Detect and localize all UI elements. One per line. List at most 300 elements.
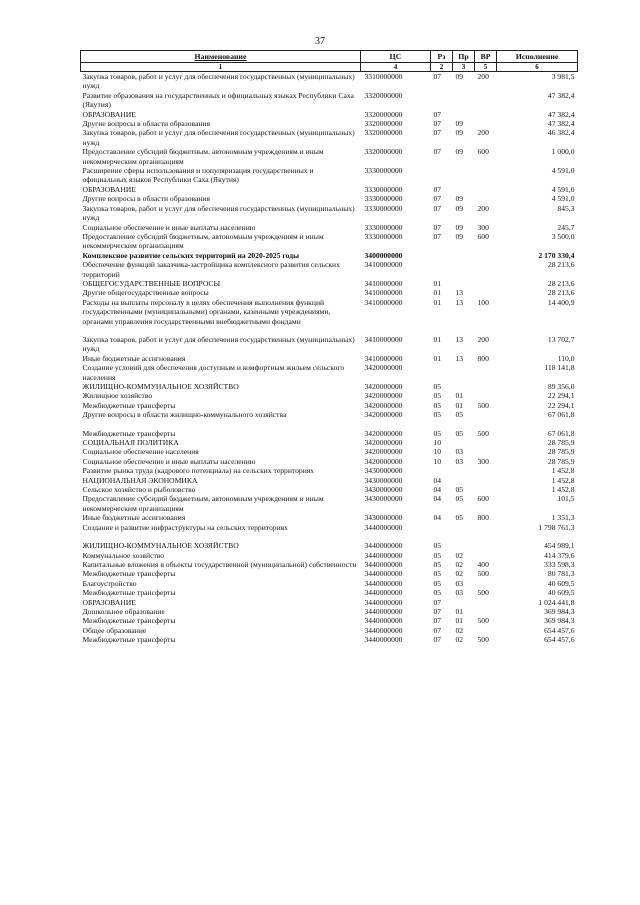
column-header-rz: Рз bbox=[431, 51, 453, 63]
row-name: Социальное обеспечение и иные выплаты населению bbox=[82, 456, 256, 466]
table-row bbox=[81, 382, 578, 391]
row-pr-code: 09 bbox=[455, 119, 464, 129]
row-rz-code: 05 bbox=[433, 588, 442, 598]
row-pr-code bbox=[453, 532, 475, 550]
row-cs-code: 3430000000 bbox=[364, 513, 403, 523]
row-value: 2 170 330,4 bbox=[538, 250, 575, 260]
row-vr-code bbox=[475, 288, 497, 297]
row-cs-code: 3420000000 bbox=[364, 438, 403, 448]
row-value: 22 294,1 bbox=[547, 391, 575, 401]
table-row bbox=[81, 420, 578, 438]
row-pr-code bbox=[453, 438, 475, 447]
row-value: 47 382,4 bbox=[547, 119, 575, 129]
row-name: Иные бюджетные ассигнования bbox=[82, 353, 186, 363]
row-vr-code bbox=[475, 251, 497, 260]
row-rz-code: 07 bbox=[433, 119, 442, 129]
row-vr-code bbox=[475, 119, 497, 128]
row-vr-code bbox=[475, 579, 497, 588]
row-vr-code: 200 bbox=[477, 334, 489, 344]
row-rz-code: 07 bbox=[433, 203, 442, 213]
row-value: 369 984,3 bbox=[544, 616, 575, 626]
row-rz-code: 07 bbox=[433, 194, 442, 204]
row-cs-code: 3430000000 bbox=[364, 494, 403, 504]
row-vr-code: 300 bbox=[477, 222, 489, 232]
row-value: 28 785,9 bbox=[547, 456, 575, 466]
row-value: 245,7 bbox=[557, 222, 575, 232]
row-name: ЖИЛИЩНО-КОММУНАЛЬНОЕ ХОЗЯЙСТВО bbox=[82, 382, 239, 391]
row-rz-code: 05 bbox=[433, 382, 442, 391]
row-pr-code bbox=[453, 279, 475, 288]
row-rz-code: 07 bbox=[433, 147, 442, 157]
row-cs-code: 3320000000 bbox=[364, 90, 403, 100]
row-pr-code bbox=[453, 251, 475, 260]
row-rz-code: 05 bbox=[433, 550, 442, 560]
table-row bbox=[81, 438, 578, 447]
row-value: 40 609,5 bbox=[547, 578, 575, 588]
row-rz-code: 05 bbox=[433, 410, 442, 420]
row-rz-code: 07 bbox=[433, 72, 442, 81]
table-row bbox=[81, 635, 578, 644]
row-pr-code: 13 bbox=[455, 288, 464, 298]
row-rz-code: 05 bbox=[433, 400, 442, 410]
row-rz-code: 07 bbox=[433, 109, 442, 119]
row-vr-code bbox=[475, 363, 497, 382]
row-value: 1 798 761,3 bbox=[538, 522, 575, 532]
row-name: ОБРАЗОВАНИЕ bbox=[82, 109, 136, 119]
row-cs-code: 3320000000 bbox=[364, 128, 403, 138]
row-cs-code: 3440000000 bbox=[364, 588, 403, 598]
row-rz-code bbox=[431, 260, 453, 279]
row-name: Социальное обеспечение и иные выплаты населению bbox=[82, 222, 256, 232]
row-cs-code: 3440000000 bbox=[364, 625, 403, 635]
row-name: Создание и развитие инфраструктуры на сельских территориях bbox=[82, 522, 288, 532]
table-row bbox=[81, 223, 578, 232]
table-row bbox=[81, 447, 578, 456]
row-rz-code: 07 bbox=[433, 635, 442, 645]
row-name: ОБЩЕГОСУДАРСТВЕННЫЕ ВОПРОСЫ bbox=[82, 278, 221, 288]
row-cs-code: 3410000000 bbox=[364, 278, 403, 288]
row-name: Развитие образования на государственных и официальных языках Республики Саха (Якутия) bbox=[82, 90, 354, 110]
row-rz-code bbox=[431, 166, 453, 185]
row-name: Предоставление субсидий бюджетным, автономным учреждениям и иным некоммерческим организациям bbox=[82, 494, 324, 513]
row-name: Предоставление субсидий бюджетным, автономным учреждениям и иным некоммерческим организациям bbox=[82, 147, 324, 166]
row-pr-code: 09 bbox=[455, 203, 464, 213]
row-cs-code: 3420000000 bbox=[364, 456, 403, 466]
row-pr-code bbox=[453, 363, 475, 382]
row-cs-code: 3420000000 bbox=[364, 428, 403, 438]
row-rz-code bbox=[431, 363, 453, 382]
row-value: 28 213,6 bbox=[547, 260, 575, 270]
row-value: 3 981,5 bbox=[551, 72, 575, 81]
row-cs-code: 3330000000 bbox=[364, 222, 403, 232]
column-index-name: 1 bbox=[81, 63, 361, 72]
row-vr-code: 600 bbox=[477, 147, 489, 157]
row-name: Межбюджетные трансферты bbox=[82, 400, 176, 410]
row-vr-code bbox=[475, 279, 497, 288]
row-rz-code bbox=[431, 251, 453, 260]
table-body bbox=[81, 72, 578, 645]
row-rz-code: 04 bbox=[433, 485, 442, 495]
table-row bbox=[81, 410, 578, 419]
table-row bbox=[81, 288, 578, 297]
row-rz-code: 05 bbox=[433, 391, 442, 401]
table-row bbox=[81, 298, 578, 326]
row-rz-code: 07 bbox=[433, 625, 442, 635]
row-vr-code bbox=[475, 523, 497, 532]
row-rz-code: 01 bbox=[433, 278, 442, 288]
row-name: Другие вопросы в области образования bbox=[82, 119, 210, 129]
row-name: Межбюджетные трансферты bbox=[82, 588, 176, 598]
row-rz-code: 07 bbox=[433, 597, 442, 607]
row-value: 89 356,0 bbox=[547, 382, 575, 391]
row-value: 3 500,0 bbox=[551, 231, 575, 241]
row-value: 333 598,3 bbox=[544, 559, 575, 569]
row-pr-code bbox=[453, 91, 475, 110]
row-cs-code: 3420000000 bbox=[364, 447, 403, 457]
row-cs-code: 3440000000 bbox=[364, 635, 403, 645]
row-pr-code: 13 bbox=[455, 353, 464, 363]
row-pr-code: 01 bbox=[455, 400, 464, 410]
row-value: 28 785,9 bbox=[547, 438, 575, 448]
table-row bbox=[81, 391, 578, 400]
row-pr-code: 09 bbox=[455, 72, 464, 81]
row-cs-code: 3440000000 bbox=[364, 597, 403, 607]
row-rz-code: 05 bbox=[433, 428, 442, 438]
row-value: 101,5 bbox=[557, 494, 575, 504]
table-row bbox=[81, 466, 578, 475]
table-row bbox=[81, 523, 578, 532]
row-pr-code: 02 bbox=[455, 569, 464, 579]
row-cs-code: 3320000000 bbox=[364, 147, 403, 157]
table-row bbox=[81, 363, 578, 382]
row-value: 22 294,1 bbox=[547, 400, 575, 410]
row-pr-code bbox=[453, 185, 475, 194]
row-name: Общее образование bbox=[82, 625, 147, 635]
row-cs-code: 3410000000 bbox=[364, 288, 403, 298]
row-vr-code bbox=[475, 476, 497, 485]
row-vr-code: 300 bbox=[477, 456, 489, 466]
row-cs-code: 3330000000 bbox=[364, 166, 403, 176]
row-name: Иные бюджетные ассигнования bbox=[82, 513, 186, 523]
row-value: 4 591,0 bbox=[551, 194, 575, 204]
row-name: Капитальные вложения в объекты государственной (муниципальной) собственности bbox=[82, 559, 357, 569]
row-pr-code bbox=[453, 466, 475, 475]
row-vr-code bbox=[475, 438, 497, 447]
row-vr-code: 400 bbox=[477, 559, 489, 569]
row-value: 1 000,0 bbox=[551, 147, 575, 157]
row-cs-code: 3420000000 bbox=[364, 391, 403, 401]
row-cs-code: 3440000000 bbox=[364, 559, 403, 569]
row-value: 67 061,8 bbox=[547, 428, 575, 438]
row-value: 80 781,3 bbox=[547, 569, 575, 579]
row-rz-code bbox=[431, 523, 453, 532]
row-rz-code: 10 bbox=[433, 447, 442, 457]
row-value: 14 400,9 bbox=[547, 297, 575, 307]
table-row bbox=[81, 110, 578, 119]
row-vr-code bbox=[475, 485, 497, 494]
row-name: Социальное обеспечение населения bbox=[82, 447, 199, 457]
table-row bbox=[81, 598, 578, 607]
row-name: Развитие рынка труда (кадрового потенциала) на сельских территориях bbox=[82, 466, 315, 476]
row-pr-code: 05 bbox=[455, 494, 464, 504]
table-row bbox=[81, 251, 578, 260]
row-pr-code: 13 bbox=[455, 334, 464, 344]
row-rz-code: 05 bbox=[433, 569, 442, 579]
row-cs-code: 3400000000 bbox=[364, 250, 403, 260]
row-vr-code: 800 bbox=[477, 513, 489, 523]
column-index-value: 6 bbox=[497, 63, 578, 72]
table-row bbox=[81, 72, 578, 91]
table-row bbox=[81, 607, 578, 616]
row-vr-code bbox=[475, 382, 497, 391]
table-row bbox=[81, 588, 578, 597]
table-row bbox=[81, 128, 578, 147]
column-header-cs: ЦС bbox=[361, 51, 431, 63]
row-name: Закупка товаров, работ и услуг для обеспечения государственных (муниципальных) нужд bbox=[82, 334, 355, 354]
row-cs-code: 3430000000 bbox=[364, 485, 403, 495]
table-row bbox=[81, 551, 578, 560]
row-pr-code: 05 bbox=[455, 410, 464, 420]
row-value: 4 591,0 bbox=[551, 166, 575, 176]
table-row bbox=[81, 147, 578, 166]
table-row bbox=[81, 232, 578, 251]
row-name: Дошкольное образование bbox=[82, 606, 165, 616]
row-pr-code: 05 bbox=[455, 428, 464, 438]
row-vr-code: 500 bbox=[477, 588, 489, 598]
row-pr-code bbox=[453, 382, 475, 391]
row-vr-code: 500 bbox=[477, 616, 489, 626]
row-cs-code: 3440000000 bbox=[364, 550, 403, 560]
row-cs-code: 3440000000 bbox=[364, 578, 403, 588]
row-cs-code: 3420000000 bbox=[364, 382, 403, 391]
row-cs-code: 3410000000 bbox=[364, 297, 403, 307]
row-vr-code bbox=[475, 598, 497, 607]
row-vr-code bbox=[475, 91, 497, 110]
table-row bbox=[81, 91, 578, 110]
row-value: 28 213,6 bbox=[547, 288, 575, 298]
table-row bbox=[81, 513, 578, 522]
row-cs-code: 3330000000 bbox=[364, 184, 403, 194]
row-vr-code: 500 bbox=[477, 400, 489, 410]
row-value: 47 382,4 bbox=[547, 109, 575, 119]
table-row bbox=[81, 476, 578, 485]
row-rz-code bbox=[431, 91, 453, 110]
row-rz-code: 04 bbox=[433, 513, 442, 523]
table-row bbox=[81, 485, 578, 494]
page-number: 37 bbox=[315, 36, 325, 47]
row-name: ОБРАЗОВАНИЕ bbox=[82, 184, 136, 194]
row-name: Расширение сферы использования и популяризация государственных и официальных языков Республики Саха (Якутия) bbox=[82, 166, 314, 185]
row-cs-code: 3330000000 bbox=[364, 203, 403, 213]
row-name: Закупка товаров, работ и услуг для обеспечения государственных (муниципальных) нужд bbox=[82, 72, 355, 91]
row-vr-code: 500 bbox=[477, 569, 489, 579]
row-name: Обеспечение функций заказчика-застройщика комплексного развития сельских территорий bbox=[82, 260, 340, 279]
row-value: 454 989,1 bbox=[544, 541, 575, 551]
table-row bbox=[81, 494, 578, 513]
row-rz-code: 07 bbox=[433, 606, 442, 616]
row-cs-code: 3330000000 bbox=[364, 231, 403, 241]
row-name: ОБРАЗОВАНИЕ bbox=[82, 597, 136, 607]
row-cs-code: 3440000000 bbox=[364, 606, 403, 616]
table-row bbox=[81, 194, 578, 203]
row-rz-code: 05 bbox=[433, 559, 442, 569]
table-row bbox=[81, 569, 578, 578]
row-rz-code: 01 bbox=[433, 353, 442, 363]
row-rz-code: 10 bbox=[433, 456, 442, 466]
row-rz-code: 07 bbox=[433, 184, 442, 194]
table-row bbox=[81, 626, 578, 635]
table-row bbox=[81, 579, 578, 588]
row-pr-code: 03 bbox=[455, 447, 464, 457]
row-name: Межбюджетные трансферты bbox=[82, 635, 176, 645]
row-cs-code: 3410000000 bbox=[364, 260, 403, 270]
row-name: НАЦИОНАЛЬНАЯ ЭКОНОМИКА bbox=[82, 475, 198, 485]
row-value: 13 702,7 bbox=[547, 334, 575, 344]
row-vr-code bbox=[475, 532, 497, 550]
row-vr-code: 600 bbox=[477, 494, 489, 504]
column-index-rz: 2 bbox=[431, 63, 453, 72]
row-pr-code: 02 bbox=[455, 550, 464, 560]
row-name: Межбюджетные трансферты bbox=[82, 569, 176, 579]
row-vr-code bbox=[475, 185, 497, 194]
table-row bbox=[81, 532, 578, 550]
budget-table bbox=[80, 50, 578, 645]
row-pr-code bbox=[453, 110, 475, 119]
row-cs-code: 3420000000 bbox=[364, 410, 403, 420]
row-vr-code bbox=[475, 194, 497, 203]
table-row bbox=[81, 279, 578, 288]
row-rz-code: 01 bbox=[433, 297, 442, 307]
row-vr-code: 200 bbox=[477, 72, 489, 81]
row-pr-code: 09 bbox=[455, 147, 464, 157]
row-value: 40 609,5 bbox=[547, 588, 575, 598]
row-value: 1 452,8 bbox=[551, 485, 575, 495]
row-rz-code: 04 bbox=[433, 494, 442, 504]
row-name: Коммунальное хозяйство bbox=[82, 550, 165, 560]
row-cs-code: 3420000000 bbox=[364, 400, 403, 410]
row-rz-code: 07 bbox=[433, 222, 442, 232]
row-rz-code: 01 bbox=[433, 288, 442, 298]
row-cs-code: 3330000000 bbox=[364, 194, 403, 204]
row-name: Другие общегосударственные вопросы bbox=[82, 288, 209, 298]
row-name: Комплексное развитие сельских территорий на 2020-2025 годы bbox=[82, 250, 300, 260]
row-pr-code bbox=[453, 166, 475, 185]
row-name: ЖИЛИЩНО-КОММУНАЛЬНОЕ ХОЗЯЙСТВО bbox=[82, 541, 239, 551]
table-row bbox=[81, 185, 578, 194]
table-row bbox=[81, 260, 578, 279]
row-value: 654 457,6 bbox=[544, 625, 575, 635]
column-index-pr: 3 bbox=[453, 63, 475, 72]
column-header-name: Наименование bbox=[81, 51, 361, 63]
row-vr-code: 800 bbox=[477, 353, 489, 363]
row-vr-code bbox=[475, 110, 497, 119]
table-row bbox=[81, 119, 578, 128]
row-vr-code: 500 bbox=[477, 635, 489, 645]
row-value: 654 457,6 bbox=[544, 635, 575, 645]
row-value: 1 024 441,8 bbox=[538, 597, 575, 607]
row-name: Закупка товаров, работ и услуг для обеспечения государственных (муниципальных) нужд bbox=[82, 128, 355, 147]
row-name: Предоставление субсидий бюджетным, автономным учреждениям и иным некоммерческим организациям bbox=[82, 231, 324, 251]
row-pr-code: 09 bbox=[455, 194, 464, 204]
row-pr-code bbox=[453, 260, 475, 279]
table-row bbox=[81, 354, 578, 363]
row-pr-code: 02 bbox=[455, 625, 464, 635]
row-cs-code: 3430000000 bbox=[364, 475, 403, 485]
row-name: Расходы на выплаты персоналу в целях обеспечения выполнения функций государственными (муниципальными) органами, казенными учреждениями, органами управления государственными внебюджетными фондами bbox=[82, 297, 331, 326]
row-vr-code: 100 bbox=[477, 297, 489, 307]
row-cs-code: 3410000000 bbox=[364, 353, 403, 363]
row-value: 1 351,3 bbox=[551, 513, 575, 523]
row-pr-code: 03 bbox=[455, 456, 464, 466]
row-rz-code: 01 bbox=[433, 334, 442, 344]
table-row bbox=[81, 326, 578, 354]
column-index-vr: 5 bbox=[475, 63, 497, 72]
row-rz-code: 04 bbox=[433, 475, 442, 485]
row-pr-code: 01 bbox=[455, 616, 464, 626]
row-vr-code bbox=[475, 166, 497, 185]
table-row bbox=[81, 616, 578, 625]
row-vr-code bbox=[475, 447, 497, 456]
column-index-cs: 4 bbox=[361, 63, 431, 72]
row-name: Жилищное хозяйство bbox=[82, 391, 153, 401]
row-value: 28 213,6 bbox=[547, 278, 575, 288]
row-cs-code: 3440000000 bbox=[364, 569, 403, 579]
row-cs-code: 3310000000 bbox=[364, 72, 403, 81]
row-pr-code: 05 bbox=[455, 513, 464, 523]
row-cs-code: 3440000000 bbox=[364, 522, 403, 532]
row-pr-code: 01 bbox=[455, 391, 464, 401]
row-name: Другие вопросы в области образования bbox=[82, 194, 210, 204]
row-name: СОЦИАЛЬНАЯ ПОЛИТИКА bbox=[82, 438, 179, 448]
column-header-pr: Пр bbox=[453, 51, 475, 63]
row-pr-code bbox=[453, 598, 475, 607]
row-vr-code: 600 bbox=[477, 231, 489, 241]
row-vr-code bbox=[475, 551, 497, 560]
column-header-value: Исполнение bbox=[497, 51, 578, 63]
row-value: 414 379,6 bbox=[544, 550, 575, 560]
row-pr-code: 01 bbox=[455, 606, 464, 616]
row-value: 47 382,4 bbox=[547, 90, 575, 100]
row-name: Закупка товаров, работ и услуг для обеспечения государственных (муниципальных) нужд bbox=[82, 203, 355, 223]
row-vr-code bbox=[475, 466, 497, 475]
row-value: 110,0 bbox=[557, 353, 575, 363]
row-name: Благоустройство bbox=[82, 578, 137, 588]
row-value: 67 061,8 bbox=[547, 410, 575, 420]
column-header-vr: ВР bbox=[475, 51, 497, 63]
row-cs-code: 3320000000 bbox=[364, 109, 403, 119]
row-cs-code: 3320000000 bbox=[364, 119, 403, 129]
row-pr-code: 13 bbox=[455, 297, 464, 307]
row-pr-code: 09 bbox=[455, 128, 464, 138]
row-cs-code: 3430000000 bbox=[364, 466, 403, 476]
row-vr-code bbox=[475, 391, 497, 400]
table-row bbox=[81, 166, 578, 185]
row-name: Создание условий для обеспечения доступным и комфортным жильем сельского населения bbox=[82, 363, 345, 382]
row-vr-code: 500 bbox=[477, 428, 489, 438]
row-pr-code: 03 bbox=[455, 578, 464, 588]
row-value: 369 984,3 bbox=[544, 606, 575, 616]
row-pr-code: 02 bbox=[455, 635, 464, 645]
row-rz-code: 05 bbox=[433, 541, 442, 551]
row-name: Другие вопросы в области жилищно-коммунального хозяйства bbox=[82, 410, 287, 420]
row-cs-code: 3440000000 bbox=[364, 616, 403, 626]
row-pr-code: 03 bbox=[455, 588, 464, 598]
row-rz-code: 07 bbox=[433, 616, 442, 626]
row-name: Сельское хозяйство и рыболовство bbox=[82, 485, 196, 495]
row-value: 1 452,8 bbox=[551, 466, 575, 476]
row-name: Межбюджетные трансферты bbox=[82, 428, 176, 438]
table-row bbox=[81, 401, 578, 410]
